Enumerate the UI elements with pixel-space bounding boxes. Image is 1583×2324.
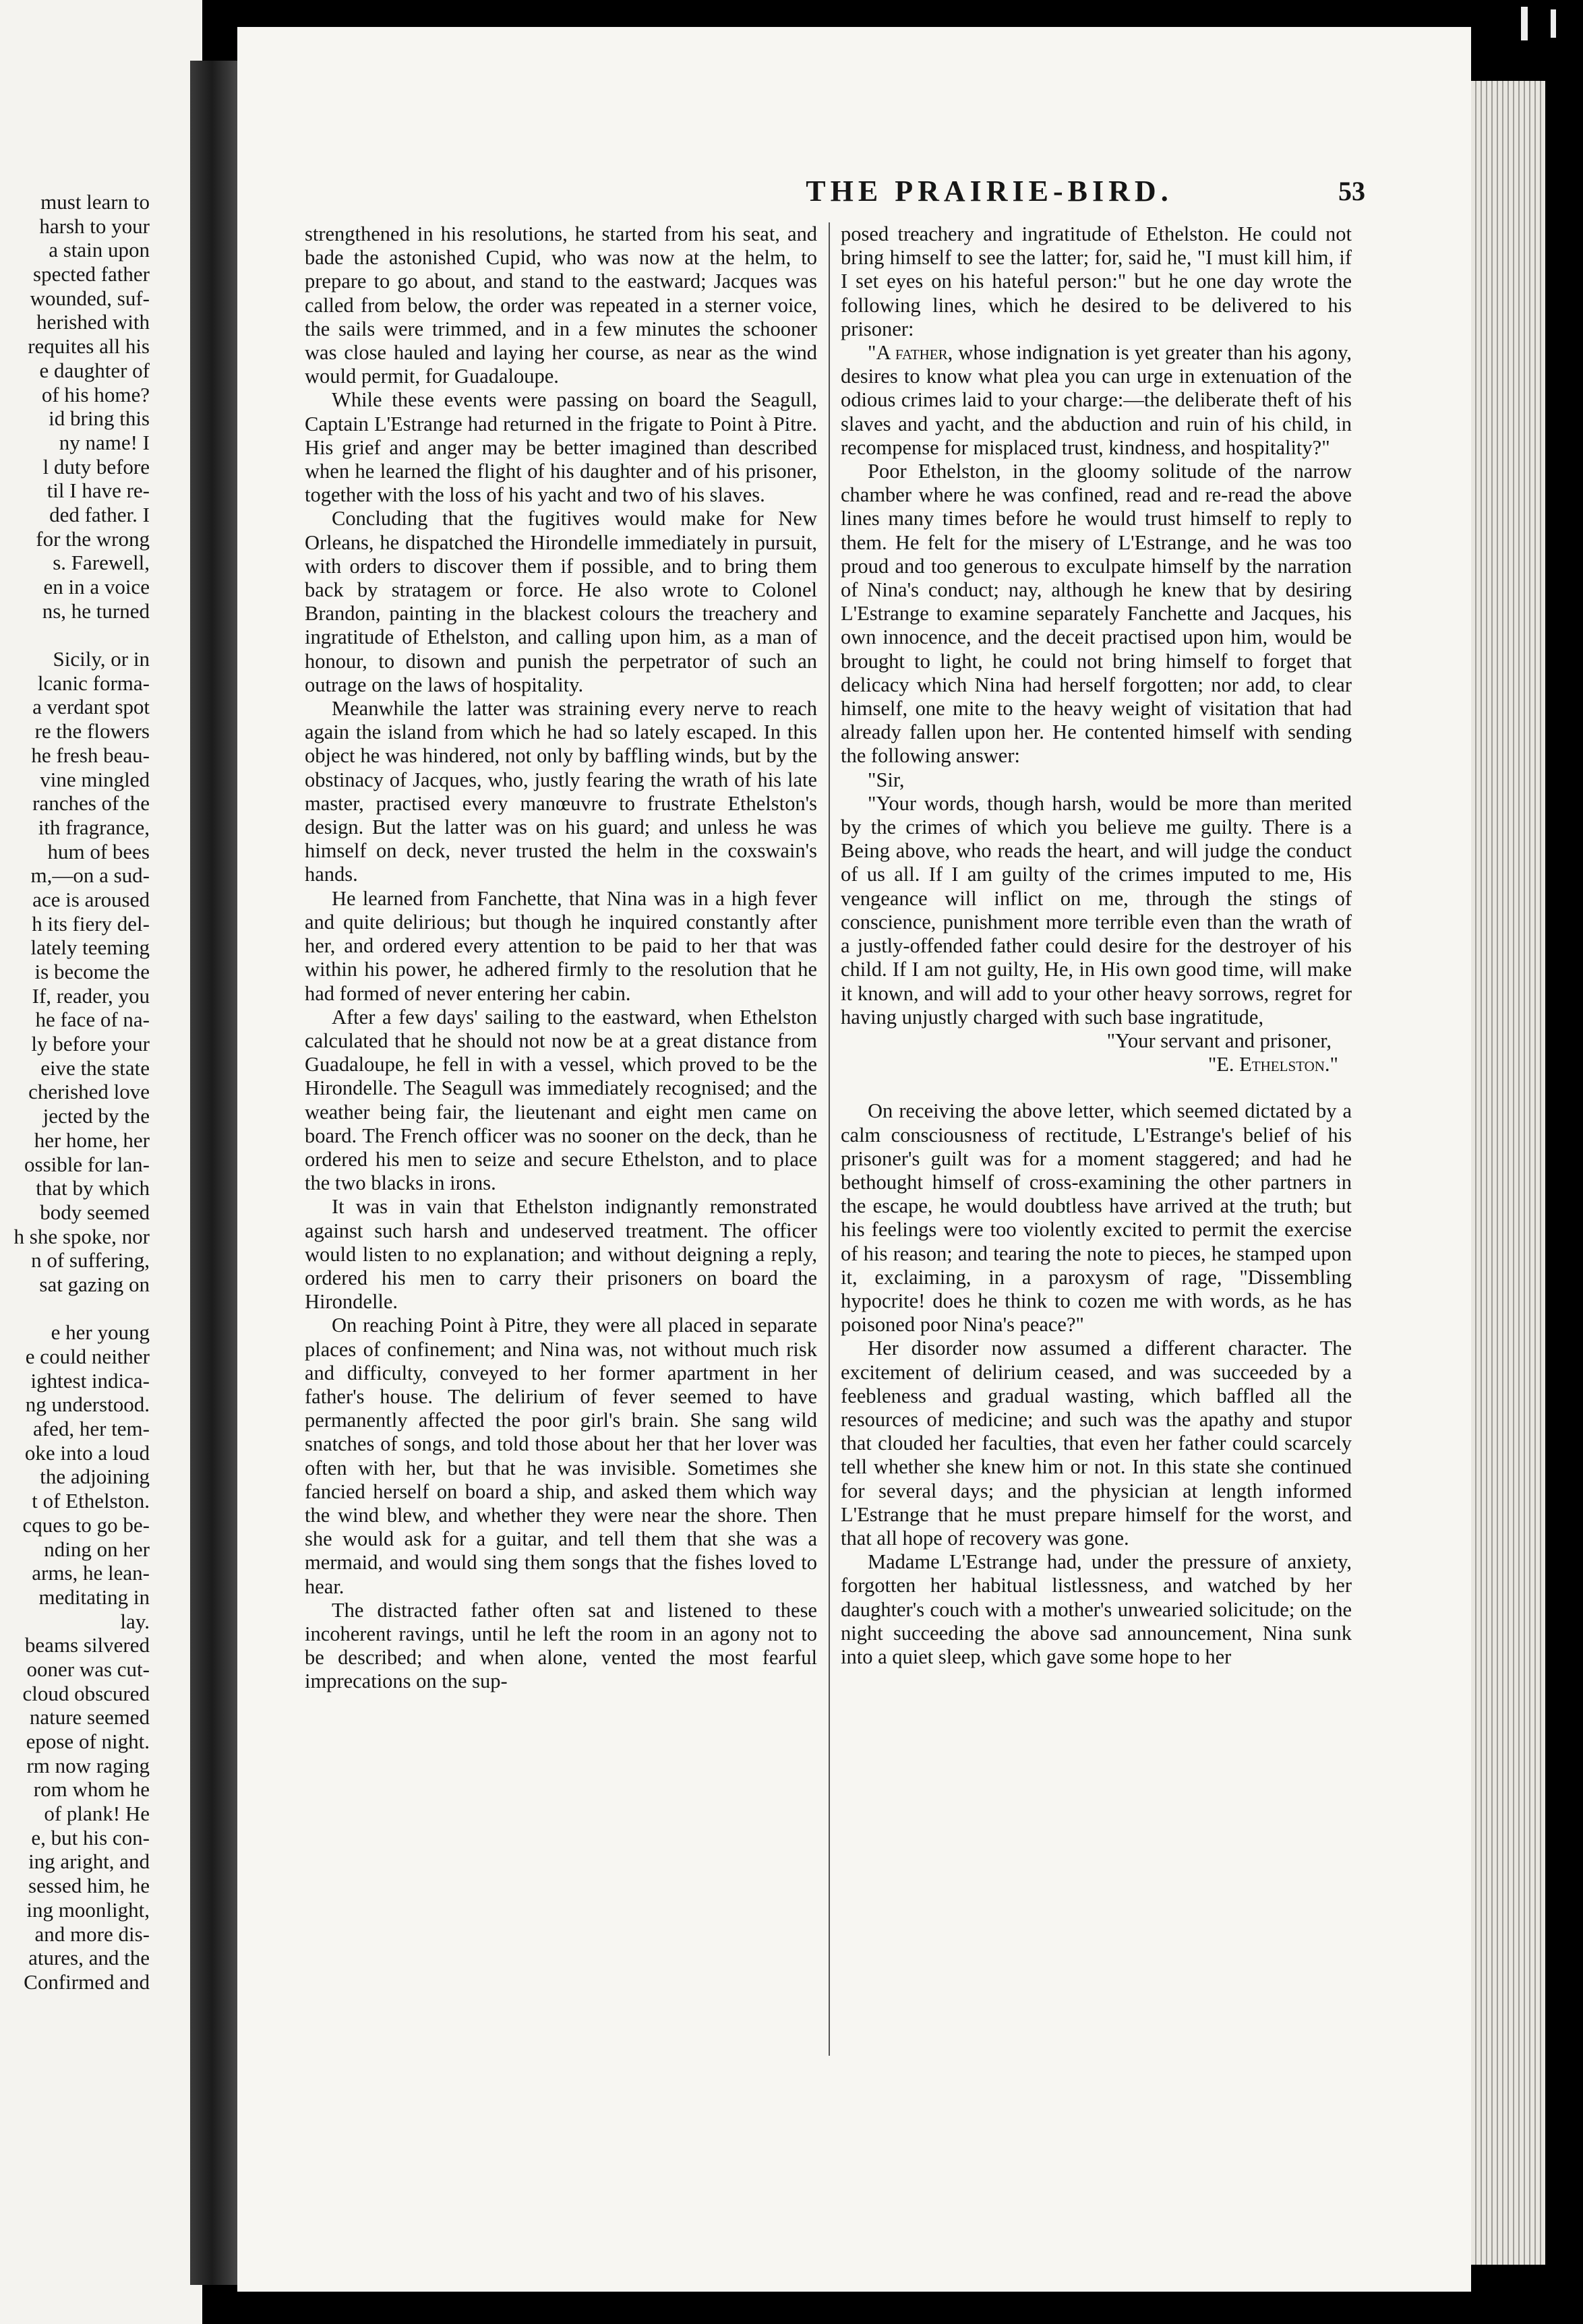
paragraph: posed treachery and ingratitude of Ethelston. He could not bring himself to see the latter; for, said he, "I must kill him, if I set eyes on his hateful person:" but he one day wrote the following lines, which he desired to be delivered to his prisoner: bbox=[841, 222, 1352, 340]
facing-page bbox=[0, 0, 202, 2324]
page-number: 53 bbox=[1338, 176, 1365, 206]
scan-mark bbox=[1521, 7, 1528, 40]
fragment-line: ded father. I bbox=[49, 502, 150, 526]
fragment-line: m,—on a sud- bbox=[30, 863, 150, 888]
letter-closing: "Your servant and prisoner, bbox=[1106, 1029, 1332, 1052]
fragment-line: he face of na- bbox=[35, 1008, 150, 1032]
fragment-line: ing aright, and bbox=[28, 1849, 150, 1874]
fragment-line: afed, her tem- bbox=[33, 1417, 150, 1441]
fragment-line: t of Ethelston. bbox=[32, 1489, 150, 1513]
fragment-line: rom whom he bbox=[33, 1777, 150, 1802]
fragment-line: id bring this bbox=[49, 406, 150, 431]
fragment-line: sat gazing on bbox=[39, 1272, 150, 1296]
fragment-line: ng understood. bbox=[25, 1393, 150, 1417]
book-gutter bbox=[190, 61, 239, 2285]
fragment-line: ith fragrance, bbox=[38, 815, 150, 839]
fragment-line: ly before your bbox=[31, 1032, 150, 1056]
fragment-line: wounded, suf- bbox=[30, 286, 150, 310]
letter-salutation: "Sir, bbox=[868, 768, 905, 791]
fragment-line: her home, her bbox=[34, 1128, 150, 1152]
paragraph: After a few days' sailing to the eastward, when Ethelston calculated that he should not now be at a great distance from Guadaloupe, he fell in with a vessel, which proved to be the Hirondelle. The Seagull was immediately recognised; and the weather being fair, the lieutenant and eight men came on board. The French officer was no sooner on the deck, than he ordered his men to seize and secure Ethelston, and to place the two blacks in irons. bbox=[305, 1005, 817, 1195]
letter-from-father bbox=[841, 341, 1352, 460]
fragment-line: e, but his con- bbox=[31, 1825, 150, 1849]
fragment-line: re the flowers bbox=[34, 719, 150, 743]
fragment-line: atures, and the bbox=[28, 1946, 150, 1970]
fragment-line: If, reader, you bbox=[32, 983, 150, 1008]
paragraph: He learned from Fanchette, that Nina was in a high fever and quite delirious; but though he inquired constantly after her, and ordered every attention to be paid to her that was within his power, he adhered firmly to the resolution that he had formed of never entering her cabin. bbox=[305, 886, 817, 1005]
fragment-line: e could neither bbox=[25, 1345, 150, 1368]
fragment-line: eive the state bbox=[40, 1056, 150, 1080]
fragment-line: he fresh beau- bbox=[31, 743, 150, 767]
fragment-line: nature seemed bbox=[29, 1705, 150, 1730]
fragment-line: ooner was cut- bbox=[26, 1657, 150, 1681]
letter-opening: "A father, bbox=[868, 341, 953, 365]
fragment-line: cloud obscured bbox=[22, 1681, 150, 1705]
fragment-line: and more dis- bbox=[34, 1922, 150, 1946]
fragment-line: sessed him, he bbox=[28, 1874, 150, 1898]
running-title: THE PRAIRIE-BIRD. bbox=[806, 175, 1173, 208]
fragment-line: ace is aroused bbox=[32, 887, 150, 911]
paragraph: Meanwhile the latter was straining every nerve to reach again the island from which he had so lately escaped. In this object he was hindered, not only by baffling winds, but by the obstinacy of Jacques, who, justly fearing the wrath of his late master, practised every manœuvre to frustrate Ethelston's design. But the latter was on his guard; and unless he was himself on deck, never trusted the helm in the coxswain's hands. bbox=[305, 697, 817, 886]
fragment-line: en in a voice bbox=[43, 575, 150, 599]
fragment-line: requites all his bbox=[28, 334, 150, 359]
fragment-line: body seemed bbox=[40, 1200, 150, 1224]
fragment-line: for the wrong bbox=[36, 526, 150, 551]
fragment-line: e her young bbox=[51, 1320, 150, 1345]
fragment-line bbox=[0, 1297, 150, 1321]
fragment-line: rm now raging bbox=[26, 1753, 150, 1777]
fragment-line: beams silvered bbox=[24, 1633, 150, 1657]
fragment-line: cherished love bbox=[28, 1080, 150, 1104]
fragment-line: that by which bbox=[36, 1176, 150, 1200]
paragraph: While these events were passing on board the Seagull, Captain L'Estrange had returned in the frigate to Point à Pitre. His grief and anger may be better imagined than described when he learned the flight of his daughter and of his prisoner, together with the loss of his yacht and two of his slaves. bbox=[305, 388, 817, 507]
fragment-line: Sicily, or in bbox=[53, 647, 150, 671]
fragment-line: lay. bbox=[120, 1609, 150, 1633]
fragment-line: ossible for lan- bbox=[24, 1152, 150, 1176]
paragraph: Her disorder now assumed a different character. The excitement of delirium ceased, and was succeeded by a feebleness and gradual wasting, which baffled all the resources of medicine; and such was the apathy and stupor that clouded her faculties, that even her father could scarcely tell whether she knew him or not. In this state she continued for several days; and the physician at length informed L'Estrange that he must prepare himself for the worst, and that all hope of recovery was gone. bbox=[841, 1337, 1352, 1550]
paragraph: On reaching Point à Pitre, they were all placed in separate places of confinement; and Nina was, not without much risk and difficulty, conveyed to her former apartment in her father's house. The delirium of fever seemed to have permanently affected the poor girl's brain. She sang wild snatches of songs, and told those about her that her lover was often with her, but that he was invisible. Sometimes she fancied herself on board a ship, and asked them which way the wind blew, and whether they were near the shore. Then she would ask for a guitar, and tell them that she was a mermaid, and would sing them songs that the fishes loved to hear. bbox=[305, 1314, 817, 1598]
fragment-line: ny name! I bbox=[59, 430, 150, 454]
fragment-line: spected father bbox=[33, 262, 150, 286]
fragment-line: vine mingled bbox=[40, 767, 150, 791]
fragment-line: Confirmed and bbox=[24, 1969, 150, 1994]
fragment-line bbox=[0, 623, 150, 647]
fragment-line: of plank! He bbox=[44, 1802, 150, 1826]
fragment-line: a stain upon bbox=[49, 238, 150, 262]
letter-body: whose indignation is yet greater than his agony, desires to know what plea you can urge in extenuation of the odious crimes laid to your charge:—the deliberate theft of his slaves and yacht, and the abduction and ruin of his child, in recompense for misplaced trust, kindness, and hospitality?" bbox=[841, 341, 1352, 459]
text-column-right bbox=[841, 222, 1352, 2056]
fragment-line: arms, he lean- bbox=[32, 1561, 150, 1585]
paragraph: strengthened in his resolutions, he started from his seat, and bade the astonished Cupid, who was now at the helm, to prepare to go about, and stand to the eastward; Jacques was called from below, the order was repeated in a sterner voice, the sails were trimmed, and in a few minutes the schooner was close hauled and laying her course, as near as the wind would permit, for Guadaloupe. bbox=[305, 222, 817, 388]
fragment-line: is become the bbox=[34, 960, 150, 983]
facing-page-text-fragment bbox=[0, 190, 150, 1994]
fragment-line: meditating in bbox=[38, 1585, 150, 1609]
page-header bbox=[617, 174, 1365, 213]
fragment-line: epose of night. bbox=[26, 1730, 150, 1753]
fragment-line: hum of bees bbox=[47, 839, 150, 863]
column-rule bbox=[829, 222, 830, 2056]
fragment-line: h she spoke, nor bbox=[13, 1224, 150, 1248]
letter-reply: "Your words, though harsh, would be more than merited by the crimes of which you believe me guilty. There is a Being above, who reads the heart, and will judge the conduct of us all. If I am guilty of the crimes imputed to me, His vengeance will inflict on me, through the stings of conscience, punishment more terrible even than the wrath of a justly-offended father could desire for the destroyer of his child. If I am not guilty, He, in His own good time, will make it known, and will add to your other heavy sorrows, regret for having unjustly charged with such base ingratitude, bbox=[841, 791, 1352, 1029]
fragment-line: ns, he turned bbox=[42, 599, 150, 623]
fragment-line: ranches of the bbox=[32, 791, 150, 816]
fragment-line: e daughter of bbox=[39, 358, 150, 382]
fragment-line: til I have re- bbox=[47, 479, 150, 503]
fragment-line: ightest indica- bbox=[30, 1368, 150, 1393]
fragment-line: l duty before bbox=[42, 454, 150, 479]
fragment-line: must learn to bbox=[40, 190, 150, 214]
fragment-line: lately teeming bbox=[30, 936, 150, 960]
fragment-line: herished with bbox=[36, 310, 150, 334]
fragment-line: ing moonlight, bbox=[26, 1897, 150, 1922]
page-edges bbox=[1471, 81, 1545, 2265]
fragment-line: of his home? bbox=[41, 382, 150, 406]
letter-signature: "E. Ethelston." bbox=[1207, 1053, 1338, 1076]
paragraph: On receiving the above letter, which seemed dictated by a calm consciousness of rectitude, L'Estrange's belief of his prisoner's guilt was for a moment staggered; and had he bethought himself of cross-examining the other partners in the escape, he would doubtless have arrived at the truth; but his feelings were too violently excited to permit the exercise of his reason; and tearing the note to pieces, he stamped upon it, exclaiming, in a paroxysm of rage, "Dissembling hypocrite! does he think to cozen me with words, as he has poisoned poor Nina's peace?" bbox=[841, 1099, 1352, 1337]
fragment-line: s. Farewell, bbox=[53, 551, 150, 575]
fragment-line: n of suffering, bbox=[31, 1248, 150, 1273]
fragment-line: jected by the bbox=[42, 1104, 150, 1128]
fragment-line: a verdant spot bbox=[32, 695, 150, 719]
paragraph: Poor Ethelston, in the gloomy solitude of the narrow chamber where he was confined, read and re-read the above lines many times before he would trust himself to reply to them. He felt for the misery of L'Estrange, and he was too proud and too generous to exculpate himself by the narration of Nina's conduct; nay, although he knew that by desiring L'Estrange to examine separately Fanchette and Jacques, his own innocence, and the deceit practised upon him, would be brought to light, he could not bring himself to forget that delicacy which Nina had herself forgotten; nor add, to clear himself, one mite to the heavy weight of visitation that had already fallen upon her. He contented himself with sending the following answer: bbox=[841, 460, 1352, 768]
fragment-line: lcanic forma- bbox=[37, 671, 150, 695]
fragment-line: oke into a loud bbox=[24, 1440, 150, 1465]
fragment-line: h its fiery del- bbox=[32, 911, 150, 936]
fragment-line: cques to go be- bbox=[22, 1512, 150, 1537]
scan-mark bbox=[1551, 9, 1556, 38]
paragraph: Concluding that the fugitives would make for New Orleans, he dispatched the Hirondelle immediately in pursuit, with orders to discover them if possible, and to bring them back by stratagem or force. He also wrote to Colonel Brandon, painting in the blackest colours the treachery and ingratitude of Ethelston, and calling upon him, as a man of honour, to disown and punish the perpetrator of such an outrage on the laws of hospitality. bbox=[305, 507, 817, 696]
paragraph: Madame L'Estrange had, under the pressure of anxiety, forgotten her habitual listlessness, and watched by her daughter's couch with a mother's unwearied solicitude; on the night succeeding the above sad announcement, Nina sunk into a quiet sleep, which gave some hope to her bbox=[841, 1550, 1352, 1668]
text-column-left bbox=[305, 222, 817, 2056]
paragraph: The distracted father often sat and listened to these incoherent ravings, until he left the room in an agony not to be described; and when alone, vented the most fearful imprecations on the sup- bbox=[305, 1598, 817, 1693]
fragment-line: harsh to your bbox=[39, 214, 150, 238]
fragment-line: the adjoining bbox=[40, 1465, 150, 1489]
paragraph: It was in vain that Ethelston indignantly remonstrated against such harsh and undeserved treatment. The officer would listen to no explanation; and without deigning a reply, ordered his men to carry their prisoners on board the Hirondelle. bbox=[305, 1195, 817, 1314]
fragment-line: nding on her bbox=[44, 1537, 150, 1561]
